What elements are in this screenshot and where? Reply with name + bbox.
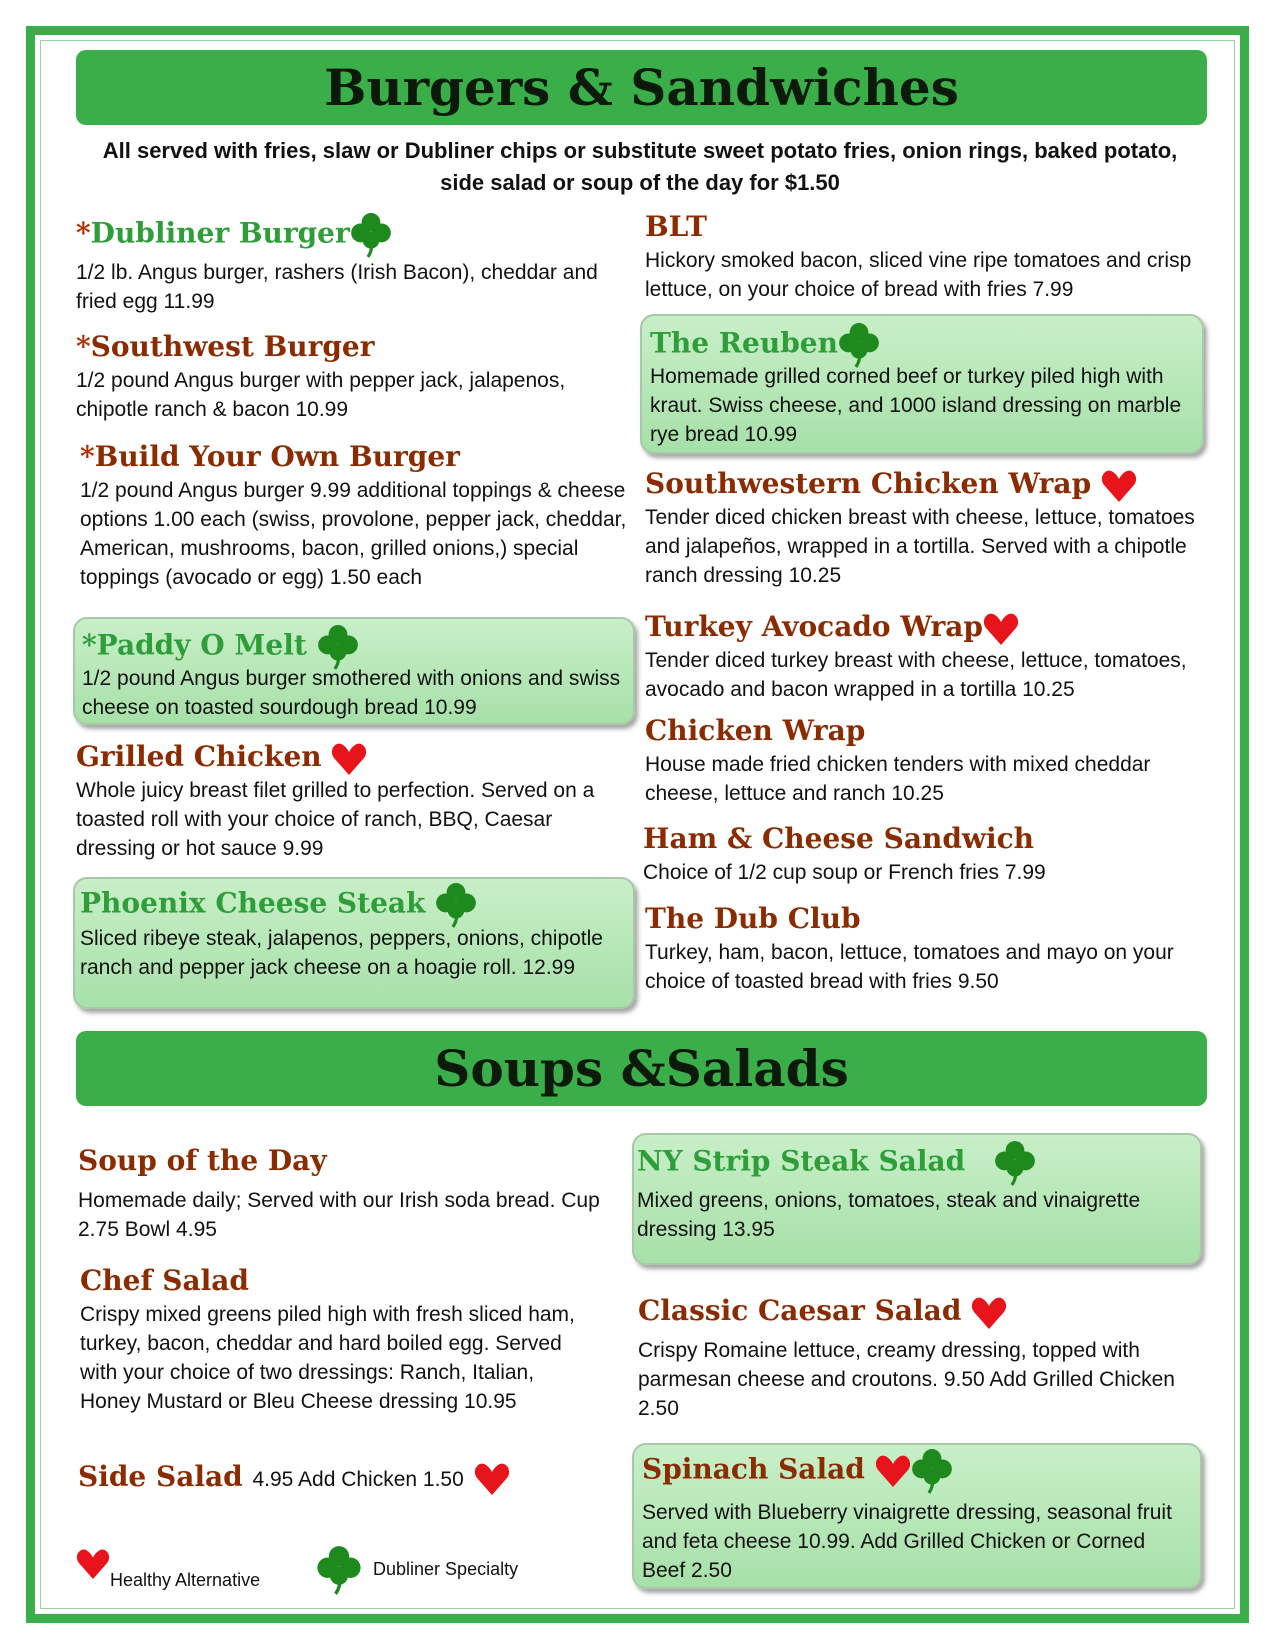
item-description: Homemade daily; Served with our Irish soda bread. Cup 2.75 Bowl 4.95 xyxy=(78,1189,600,1241)
item-description: House made fried chicken tenders with mixed cheddar cheese, lettuce and ranch 10.25 xyxy=(645,753,1151,805)
heart-icon xyxy=(971,1296,1007,1330)
section-title: Soups &Salads xyxy=(434,1039,849,1098)
item-description: Turkey, ham, bacon, lettuce, tomatoes and mayo on your choice of toasted bread with fries 9.50 xyxy=(645,941,1174,993)
menu-item xyxy=(78,1458,638,1499)
heart-icon xyxy=(331,742,367,776)
item-title: Phoenix Cheese Steak xyxy=(80,882,620,928)
item-title: *Build Your Own Burger xyxy=(80,440,460,473)
item-description: Mixed greens, onions, tomatoes, steak and vinaigrette dressing 13.95 xyxy=(637,1189,1141,1241)
section-banner-burgers xyxy=(76,50,1207,125)
item-title: Turkey Avocado Wrap xyxy=(645,608,1230,646)
item-title: The Dub Club xyxy=(645,902,861,935)
menu-item xyxy=(637,1140,1197,1244)
heart-icon xyxy=(474,1462,510,1496)
heart-icon xyxy=(1101,469,1137,503)
clover-icon xyxy=(350,212,392,258)
menu-item xyxy=(82,624,622,722)
item-title: *Dubliner Burger xyxy=(76,212,616,258)
item-description: Tender diced chicken breast with cheese, lettuce, tomatoes and jalapeños, wrapped in a tortilla. Served with a chipotle ranch dressing 10.25 xyxy=(645,506,1195,587)
item-title: NY Strip Steak Salad xyxy=(637,1140,1197,1186)
legend-healthy-label: Healthy Alternative xyxy=(110,1570,261,1590)
item-description: Hickory smoked bacon, sliced vine ripe tomatoes and crisp lettuce, on your choice of bread with fries 7.99 xyxy=(645,249,1192,301)
heart-icon xyxy=(875,1454,911,1488)
item-title: The Reuben xyxy=(650,322,1195,368)
item-description: Homemade grilled corned beef or turkey piled high with kraut. Swiss cheese, and 1000 island dressing on marble rye bread 10.99 xyxy=(650,365,1182,446)
item-description: Crispy mixed greens piled high with fresh sliced ham, turkey, bacon, cheddar and hard boiled egg. Served with your choice of two dressings: Ranch, Italian, Honey Mustard or Bleu Cheese dressing 10.95 xyxy=(80,1303,575,1413)
menu-item xyxy=(638,1292,1198,1423)
clover-icon xyxy=(911,1448,953,1494)
menu-item xyxy=(80,1262,600,1416)
clover-icon xyxy=(435,882,477,928)
item-description: Sliced ribeye steak, jalapenos, peppers, onions, chipotle ranch and pepper jack cheese on a hoagie roll. 12.99 xyxy=(80,927,603,979)
menu-item xyxy=(645,900,1205,996)
item-title: *Southwest Burger xyxy=(76,330,375,363)
legend-healthy xyxy=(76,1548,261,1590)
legend-specialty xyxy=(316,1545,518,1595)
menu-item xyxy=(80,882,620,982)
menu-item xyxy=(650,322,1195,449)
section-banner-soups xyxy=(76,1031,1207,1106)
item-description: 4.95 Add Chicken 1.50 xyxy=(252,1468,464,1491)
clover-icon xyxy=(994,1140,1036,1186)
item-title: Grilled Chicken xyxy=(76,738,616,776)
item-description: Served with Blueberry vinaigrette dressing, seasonal fruit and feta cheese 10.99. Add Grilled Chicken or Corned Beef 2.50 xyxy=(642,1501,1172,1582)
menu-item xyxy=(76,328,626,424)
item-description: 1/2 pound Angus burger 9.99 additional toppings & cheese options 1.00 each (swiss, provolone, pepper jack, cheddar, American, mushrooms, bacon, grilled onions,) special toppings (avocado or egg) 1.50 each xyxy=(80,479,627,589)
menu-item xyxy=(645,208,1205,304)
item-description: Whole juicy breast filet grilled to perfection. Served on a toasted roll with your choice of ranch, BBQ, Caesar dressing or hot sauce 9.99 xyxy=(76,779,595,860)
heart-icon xyxy=(76,1548,110,1580)
section-title: Burgers & Sandwiches xyxy=(324,58,959,117)
menu-item xyxy=(645,712,1205,808)
item-title: BLT xyxy=(645,210,707,243)
item-title: Side Salad 4.95 Add Chicken 1.50 xyxy=(78,1458,638,1499)
item-title: Chef Salad xyxy=(80,1264,249,1297)
item-title: Chicken Wrap xyxy=(645,714,866,747)
item-title: Classic Caesar Salad xyxy=(638,1292,1198,1330)
section-intro: All served with fries, slaw or Dubliner chips or substitute sweet potato fries, onion rings, baked potato, side salad or soup of the day for $1.50 xyxy=(102,138,1178,195)
menu-item xyxy=(645,608,1230,704)
item-title: Spinach Salad xyxy=(642,1448,1190,1494)
legend-specialty-label: Dubliner Specialty xyxy=(373,1558,519,1579)
menu-item xyxy=(80,438,630,592)
item-description: Tender diced turkey breast with cheese, lettuce, tomatoes, avocado and bacon wrapped in a tortilla 10.25 xyxy=(645,649,1187,701)
item-description: 1/2 lb. Angus burger, rashers (Irish Bacon), cheddar and fried egg 11.99 xyxy=(76,261,598,313)
item-title: *Paddy O Melt xyxy=(82,624,622,670)
clover-icon xyxy=(316,1545,362,1595)
item-title: Southwestern Chicken Wrap xyxy=(645,465,1205,503)
item-description: 1/2 pound Angus burger smothered with onions and swiss cheese on toasted sourdough bread 10.99 xyxy=(82,667,621,719)
item-title: Ham & Cheese Sandwich xyxy=(643,822,1035,855)
heart-icon xyxy=(983,612,1019,646)
menu-item xyxy=(76,738,616,863)
menu-item xyxy=(78,1142,618,1244)
item-description: 1/2 pound Angus burger with pepper jack, jalapenos, chipotle ranch & bacon 10.99 xyxy=(76,369,566,421)
item-description: Crispy Romaine lettuce, creamy dressing, topped with parmesan cheese and croutons. 9.50 Add Grilled Chicken 2.50 xyxy=(638,1339,1175,1420)
menu-item xyxy=(645,465,1205,590)
menu-item xyxy=(643,820,1203,887)
menu-item xyxy=(642,1448,1190,1585)
item-description: Choice of 1/2 cup soup or French fries 7.99 xyxy=(643,861,1046,884)
menu-item xyxy=(76,212,616,316)
item-title: Soup of the Day xyxy=(78,1144,327,1177)
